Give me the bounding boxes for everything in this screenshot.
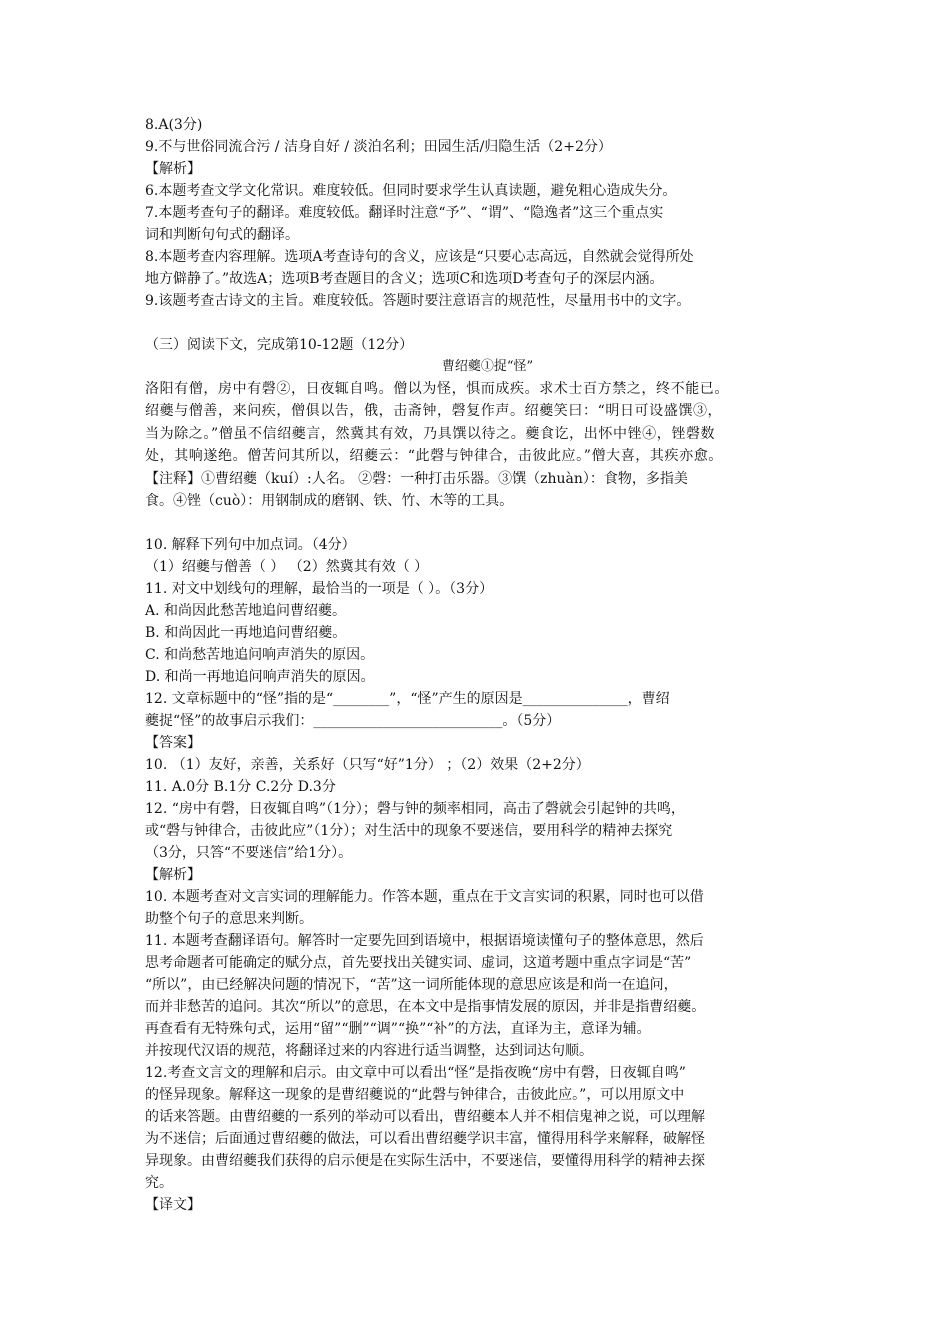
document-body [145, 114, 810, 1216]
text-line: 8.本题考查内容理解。选项A考查诗句的含义，应该是“只要心志高远，自然就会觉得所处 [145, 249, 694, 265]
passage-line: 处，其响遂绝。僧苦问其所以，绍夔云：“此磬与钟律合，击彼此应。”僧大喜，其疾亦愈。 [145, 448, 723, 465]
analysis-line: “所以”，由已经解决问题的情况下，“苦”这一词所能体现的意思应该是和尚一在追问， [145, 976, 678, 993]
question-line: （1）绍夔与僧善（ ） （2）然冀其有效（ ） [145, 558, 429, 575]
section-label: 【解析】 [145, 161, 201, 177]
analysis-line: 为不迷信；后面通过曹绍夔的做法，可以看出曹绍夔学识丰富，懂得用科学来解释，破解怪 [145, 1130, 705, 1147]
spacer [145, 312, 810, 334]
section-heading: （三）阅读下文，完成第10-12题（12分） [145, 337, 414, 353]
passage-line: 洛阳有僧，房中有磬②，日夜辄自鸣。僧以为怪，惧而成疾。求术士百方禁之，终不能已。 [145, 381, 729, 397]
analysis-line: 异现象。由曹绍夔我们获得的启示便是在实际生活中，不要迷信，要懂得用科学的精神去探 [145, 1152, 705, 1169]
passage-title: 曹绍夔①捉“怪” [441, 359, 534, 374]
analysis-line: 并按现代汉语的规范，将翻译过来的内容进行适当调整，达到词达句顺。 [145, 1042, 593, 1059]
passage-line: 当为除之。”僧虽不信绍夔言，然冀其有效，乃具馔以待之。夔食讫，出怀中锉④，锉磬数 [145, 425, 716, 442]
analysis-line: 12.考查文言文的理解和启示。由文章中可以看出“怪”是指夜晚“房中有磬，日夜辄自鸣” [145, 1064, 686, 1081]
text-line: 6.本题考查文学文化常识。难度较低。但同时要求学生认真读题，避免粗心造成失分。 [145, 183, 677, 199]
question-line: 10. 解释下列句中加点词。（4分） [145, 536, 356, 553]
passage-line: 绍夔与僧善，来问疾，僧俱以告，俄，击斋钟，磬复作声。绍夔笑曰：“明日可设盛馔③， [145, 403, 723, 420]
answer-line: 或“磬与钟律合，击彼此应”（1分）；对生活中的现象不要迷信，要用科学的精神去探究 [145, 822, 673, 839]
question-line: 12. 文章标题中的“怪”指的是“________”，“怪”产生的原因是_______________，曹绍 [145, 690, 670, 707]
analysis-line: 而并非愁苦的追问。其次“所以”的意思，在本文中是指事情发展的原因，并非是指曹绍夔。 [145, 998, 706, 1015]
notes-line: 【注释】①曹绍夔（kuí）:人名。 ②磬：一种打击乐器。③馔（zhuàn）：食物，多指美 [145, 470, 688, 487]
answer-line: 12. “房中有磬，日夜辄自鸣”（1分）；磬与钟的频率相同，高击了磬就会引起钟的共鸣， [145, 800, 685, 817]
section-label: 【解析】 [145, 866, 201, 883]
answer-line: （3分，只答“不要迷信”给1分）。 [145, 844, 353, 861]
analysis-line: 的怪异现象。解释这一现象的是曹绍夔说的“此磬与钟律合，击彼此应。”，可以用原文中 [145, 1086, 685, 1103]
question-line: 11. 对文中划线句的理解，最恰当的一项是（ ）。（3分） [145, 580, 494, 597]
text-line: 7.本题考查句子的翻译。难度较低。翻译时注意“予”、“谓”、“隐逸者”这三个重点实 [145, 205, 664, 221]
question-line: 夔捉“怪”的故事启示我们：___________________________。（5分） [145, 712, 561, 729]
analysis-line: 再查看有无特殊句式，运用“留”“删”“调”“换”“补”的方法，直译为主，意译为辅。 [145, 1020, 651, 1037]
option-line: B. 和尚因此一再地追问曹绍夔。 [145, 624, 347, 641]
option-line: A. 和尚因此愁苦地追问曹绍夔。 [145, 602, 347, 619]
text-line: 地方僻静了。”故选A；选项B考查题目的含义；选项C和选项D考查句子的深层内涵。 [145, 271, 664, 287]
text-line: 9.不与世俗同流合污 / 洁身自好 / 淡泊名利；田园生活/归隐生活（2+2分） [145, 139, 612, 155]
text-line: 9.该题考查古诗文的主旨。难度较低。答题时要注意语言的规范性，尽量用书中的文字。 [145, 293, 691, 309]
analysis-line: 10. 本题考查对文言实词的理解能力。作答本题，重点在于文言实词的积累，同时也可以借 [145, 888, 704, 905]
analysis-line: 思考命题者可能确定的赋分点，首先要找出关键实词、虚词，这道考题中重点字词是“苦” [145, 954, 692, 971]
text-line: 8.A(3分) [145, 117, 203, 133]
option-line: C. 和尚愁苦地追问响声消失的原因。 [145, 646, 375, 663]
text-line: 词和判断句句式的翻译。 [145, 227, 299, 243]
spacer [145, 512, 810, 534]
answer-line: 11. A.0分 B.1分 C.2分 D.3分 [145, 778, 336, 795]
answer-line: 10. （1）友好，亲善，关系好（只写“好”1分） ；（2）效果（2+2分） [145, 756, 590, 773]
section-label: 【译文】 [145, 1196, 201, 1213]
section-label: 【答案】 [145, 734, 201, 751]
analysis-line: 究。 [145, 1174, 173, 1191]
analysis-line: 助整个句子的意思来判断。 [145, 910, 313, 927]
notes-line: 食。④锉（cuò）：用钢制成的磨钢、铁、竹、木等的工具。 [145, 492, 514, 509]
analysis-line: 11. 本题考查翻译语句。解答时一定要先回到语境中，根据语境读懂句子的整体意思，然后 [145, 932, 704, 949]
option-line: D. 和尚一再地追问响声消失的原因。 [145, 668, 375, 685]
analysis-line: 的话来答题。由曹绍夔的一系列的举动可以看出，曹绍夔本人并不相信鬼神之说，可以理解 [145, 1108, 705, 1125]
